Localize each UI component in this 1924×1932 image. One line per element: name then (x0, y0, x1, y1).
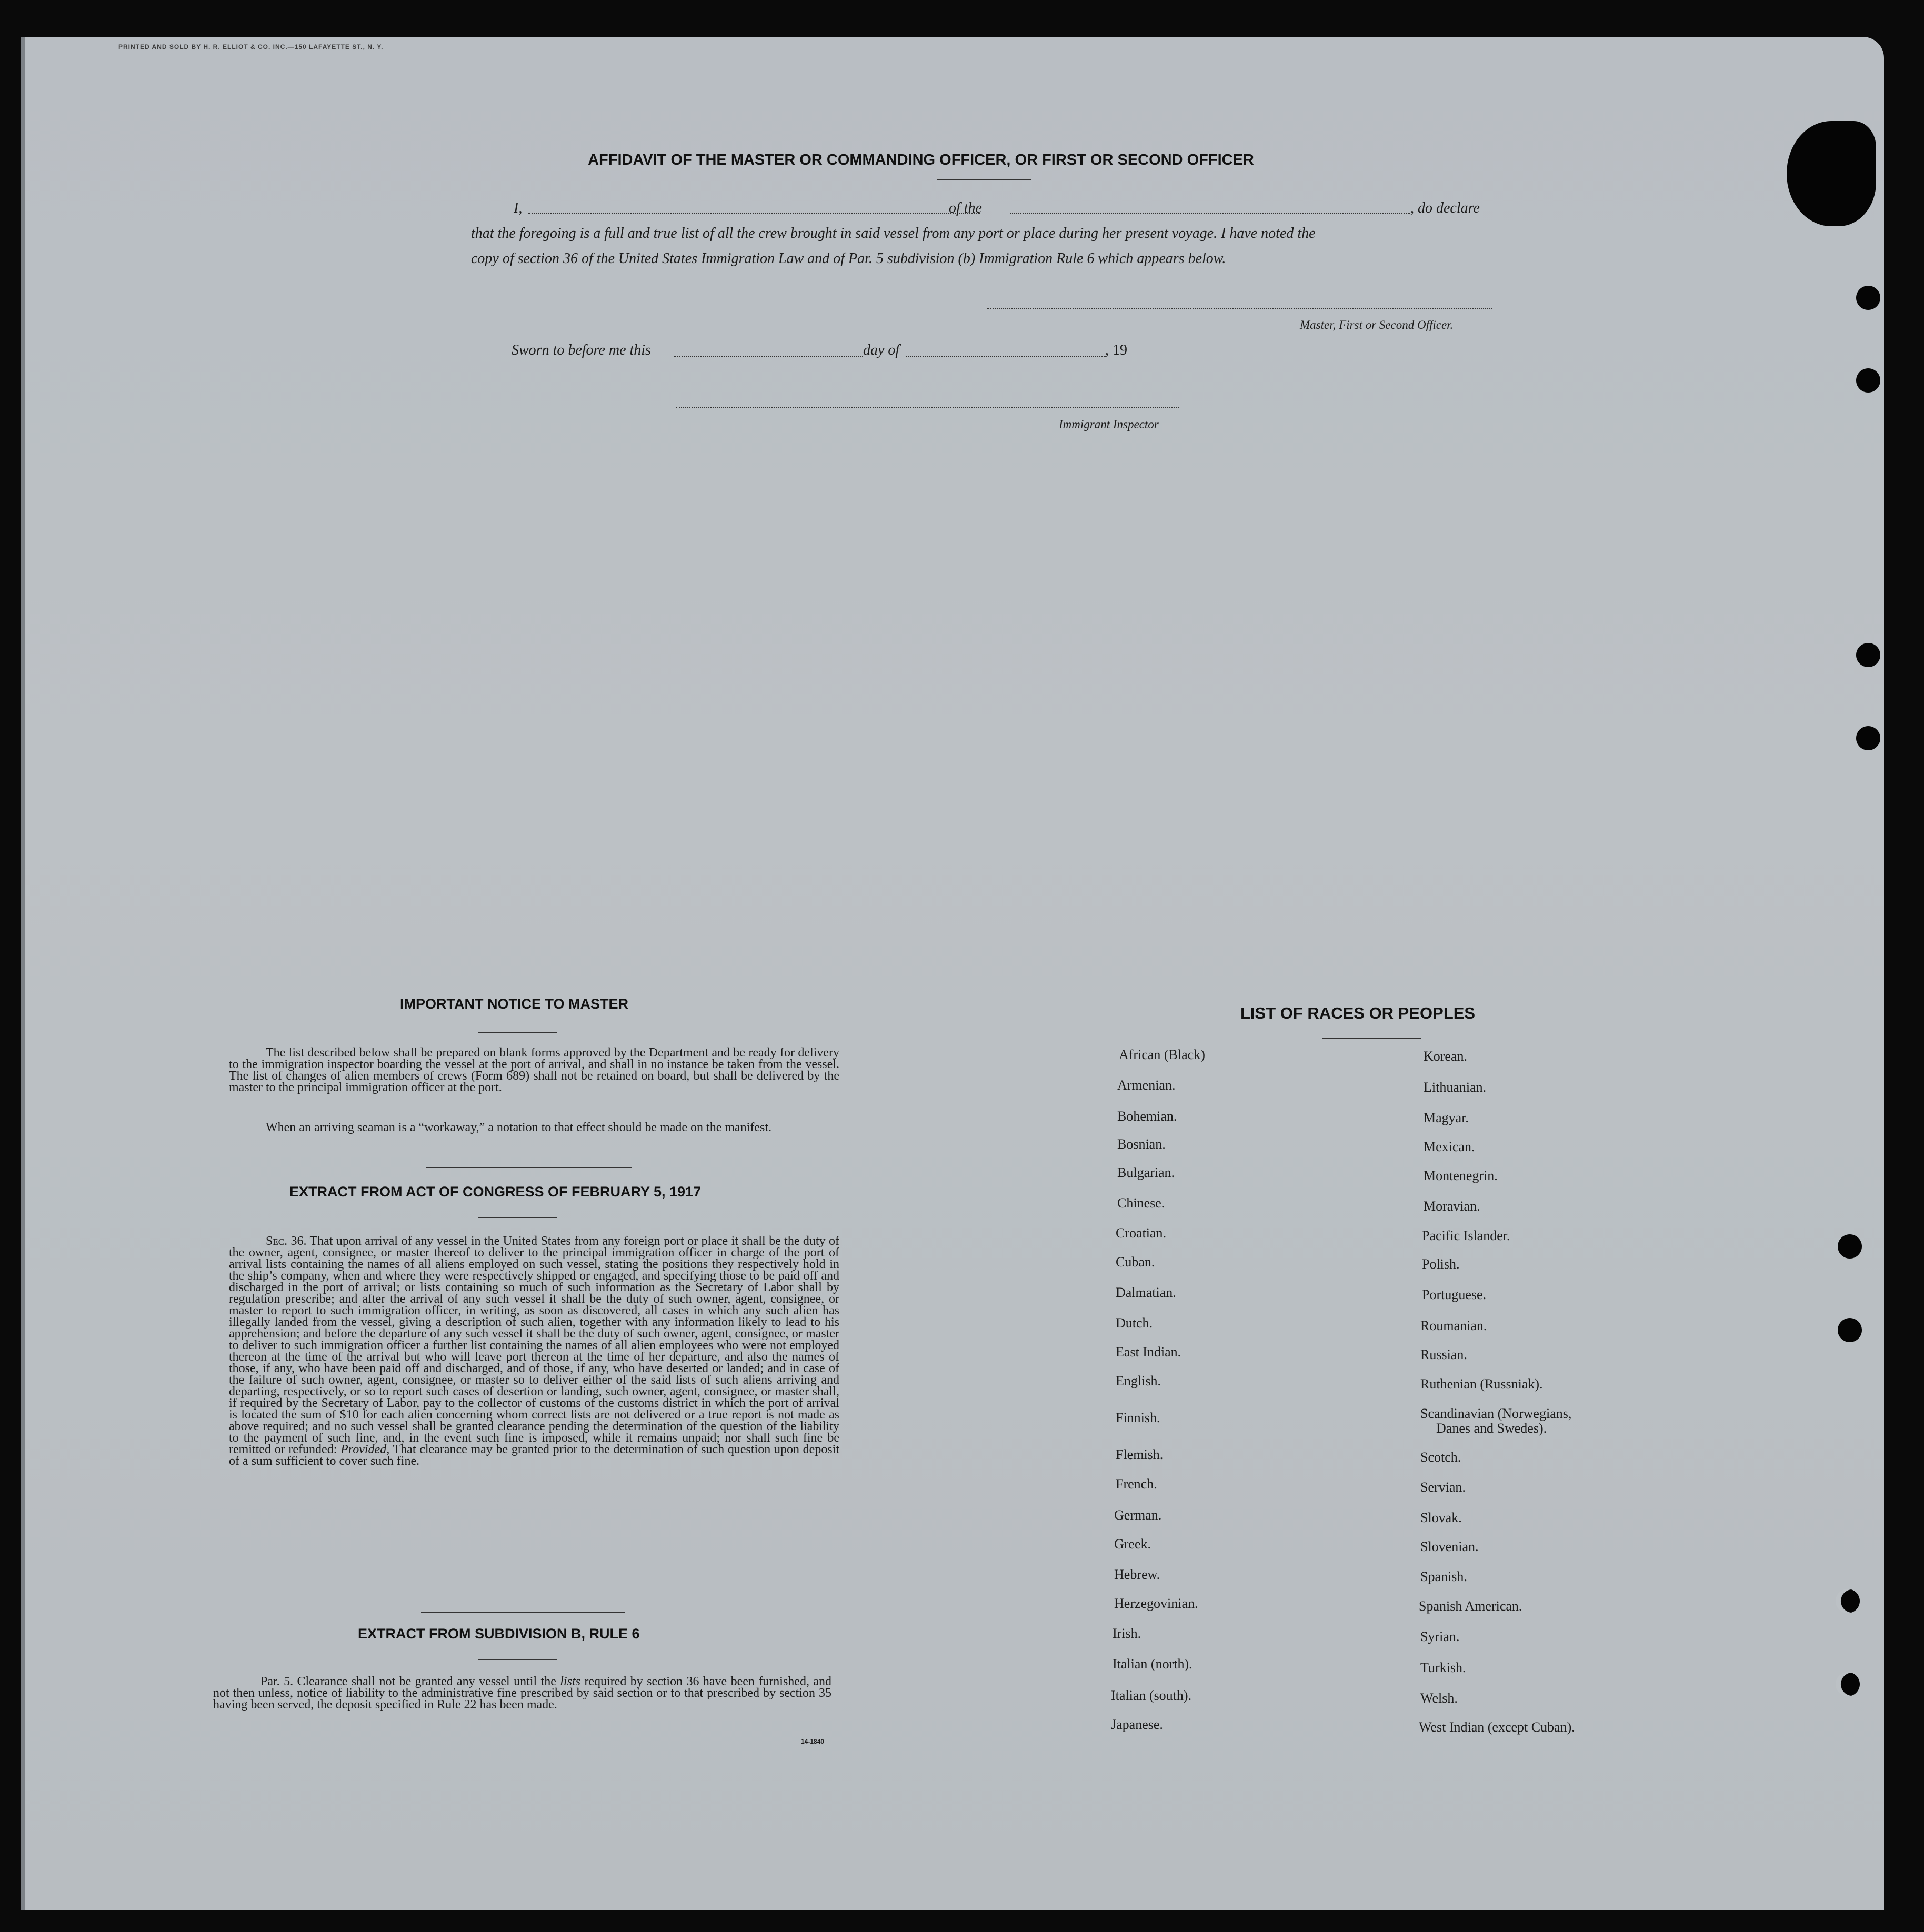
race-left-item: Greek. (1114, 1536, 1151, 1552)
affidavit-line-2: that the foregoing is a full and true list of all the crew brought in said vessel from any port or place during her present voyage. I have noted the (471, 225, 1316, 242)
punch-hole (1856, 368, 1880, 393)
affidavit-i-label: I, (514, 200, 523, 216)
race-right-item: Mexican. (1424, 1139, 1475, 1154)
race-right-item: Spanish American. (1419, 1598, 1522, 1614)
notice-paragraph-2-text: When an arriving seaman is a “workaway,” a notation to that effect should be made on the manifest. (266, 1121, 771, 1134)
punch-hole (1856, 726, 1880, 750)
notice-title: IMPORTANT NOTICE TO MASTER (400, 996, 628, 1012)
page-edge-shadow (21, 37, 25, 1910)
race-left-item: Bohemian. (1117, 1109, 1177, 1124)
punch-hole (1838, 1318, 1862, 1342)
race-left-item: Armenian. (1117, 1078, 1176, 1093)
affidavit-line-3: copy of section 36 of the United States Immigration Law and of Par. 5 subdivision (b) Immigration Rule 6 which appears below. (471, 250, 1226, 267)
notice-paragraph-1 (229, 1047, 839, 1093)
race-left-item: Italian (south). (1111, 1688, 1192, 1703)
race-right-item: Slovenian. (1420, 1539, 1479, 1554)
notice-divider (478, 1032, 557, 1033)
inspector-label: Immigrant Inspector (1059, 418, 1159, 431)
rule-lists-word: lists (560, 1675, 580, 1688)
rule-extract-body (213, 1676, 831, 1710)
race-right-item: Polish. (1422, 1256, 1460, 1272)
race-right-item: Scotch. (1420, 1450, 1461, 1465)
sworn-day-field[interactable] (674, 356, 863, 357)
act-extract-title: EXTRACT FROM ACT OF CONGRESS OF FEBRUARY 5, 1917 (289, 1184, 702, 1200)
affidavit-title: AFFIDAVIT OF THE MASTER OR COMMANDING OFFICER, OR FIRST OR SECOND OFFICER (588, 152, 1254, 168)
act-section-label: Sec. 36. (266, 1234, 307, 1248)
races-divider (1322, 1038, 1421, 1039)
punch-hole (1856, 286, 1880, 310)
act-section-text-end: That clearance may be granted prior to the determination of such question upon deposit of a sum sufficient to cover such fine. (229, 1443, 840, 1468)
race-left-item: Croatian. (1116, 1225, 1167, 1241)
race-right-item: Portuguese. (1422, 1287, 1487, 1302)
race-left-item: Cuban. (1116, 1254, 1155, 1270)
act-divider (478, 1217, 557, 1218)
vessel-name-field[interactable] (1010, 213, 1410, 214)
race-right-item: Moravian. (1424, 1199, 1480, 1214)
act-section-text: That upon arrival of any vessel in the United States from any foreign port or place it shall be the duty of the owner, agent, consignee, or master thereof to deliver to the principal immigration officer in charge of the port of arrival lists containing the names of all aliens employed on such vessel, stating the positions they respectively hold in the ship’s company, when and where they were respectively shipped or engaged, and specifying those to be paid off and discharged in the port of arrival; or lists containing so much of such information as the Secretary of Labor shall by regulation prescribe; and after the arrival of any such vessel it shall be the duty of such owner, agent, consignee, or master to report to such immigration officer, in writing, as soon as discovered, all cases in which any such alien has illegally landed from the vessel, giving a description of such alien, together with any information likely to lead to his apprehension; and before the departure of any such vessel it shall be the duty of such owner, agent, consignee, or master to deliver to such immigration officer a further list containing the names of all alien employees who were not employed thereon at the time of the arrival but who will leave port thereon at the time of her departure, and also the names of those, if any, who have been paid off and discharged, and of those, if any, who have deserted or landed; and in case of the failure of such owner, agent, consignee, or master so to deliver either of the said lists of such aliens arriving and departing, respectively, or so to report such cases of desertion or landing, such owner, agent, consignee, or master shall, if required by the Secretary of Labor, pay to the collector of customs of the customs district in which the port of arrival is located the sum of $10 for each alien concerning whom correct lists are not delivered or a true report is not made as above required; and no such vessel shall be granted clearance pending the determination of the question of the liability to the payment of such fine, and, in the event such fine is imposed, while it remains unpaid; nor shall such fine be remitted or refunded: (229, 1234, 839, 1456)
race-right-item: Welsh. (1420, 1690, 1458, 1706)
race-right-item: Slovak. (1420, 1510, 1462, 1525)
notice-paragraph-1-text: The list described below shall be prepared on blank forms approved by the Department and be ready for delivery to the immigration inspector boarding the vessel at the port of arrival, and shall in no instance be taken from the vessel. The list of changes of alien members of crews (Form 689) shall not be retained on board, but shall be delivered by the master to the principal immigration officer at the port. (229, 1046, 839, 1094)
race-left-item: English. (1116, 1373, 1161, 1388)
race-right-item: Servian. (1420, 1480, 1466, 1495)
races-title: LIST OF RACES OR PEOPLES (1240, 1004, 1476, 1022)
torn-corner (1787, 121, 1876, 226)
sworn-day-of-label: day of (863, 342, 900, 358)
race-left-item: Herzegovinian. (1114, 1596, 1198, 1611)
sworn-month-field[interactable] (906, 356, 1106, 357)
race-right-item: Montenegrin. (1424, 1168, 1498, 1183)
race-left-item: Hebrew. (1114, 1567, 1160, 1582)
master-signature-label: Master, First or Second Officer. (1300, 318, 1454, 331)
sworn-year-label: , 19 (1105, 342, 1127, 358)
race-left-item: Bosnian. (1117, 1136, 1166, 1152)
sworn-label: Sworn to before me this (512, 342, 651, 358)
race-right-item: Danes and Swedes). (1436, 1421, 1547, 1436)
race-right-item: Korean. (1424, 1049, 1468, 1064)
rule-text-b: required by section 36 have been furnished, and not then unless, notice of liability to the administrative fine prescribed by said section or to that prescribed by section 35 having been served, the deposit specified in Rule 22 has been made. (213, 1675, 832, 1712)
rule-text-a: Par. 5. Clearance shall not be granted any vessel until the (260, 1675, 556, 1688)
race-left-item: Japanese. (1111, 1717, 1163, 1732)
punch-hole (1836, 1589, 1860, 1613)
affidavit-of-the-label: of the (949, 200, 982, 216)
race-right-item: Syrian. (1420, 1629, 1460, 1644)
inspector-signature-field[interactable] (676, 407, 1179, 408)
form-sheet (21, 37, 1884, 1910)
printer-imprint: PRINTED AND SOLD BY H. R. ELLIOT & CO. INC.—150 LAFAYETTE ST., N. Y. (118, 43, 384, 51)
race-right-item: Magyar. (1424, 1110, 1469, 1125)
race-right-item: Russian. (1420, 1347, 1467, 1362)
rule-extract-title: EXTRACT FROM SUBDIVISION B, RULE 6 (358, 1626, 640, 1642)
punch-hole (1838, 1234, 1862, 1259)
section-divider (421, 1612, 625, 1613)
race-right-item: West Indian (except Cuban). (1419, 1719, 1575, 1735)
master-signature-field[interactable] (987, 308, 1492, 309)
section-divider (426, 1167, 632, 1168)
race-left-item: Italian (north). (1113, 1656, 1193, 1672)
race-left-item: Bulgarian. (1117, 1165, 1175, 1180)
race-right-item: Spanish. (1420, 1569, 1467, 1584)
race-right-item: Roumanian. (1420, 1318, 1487, 1333)
act-provided-word: Provided, (340, 1443, 390, 1456)
race-left-item: Chinese. (1117, 1195, 1165, 1211)
race-left-item: African (Black) (1119, 1047, 1205, 1062)
race-left-item: French. (1116, 1476, 1157, 1492)
race-left-item: East Indian. (1116, 1344, 1181, 1360)
race-left-item: German. (1114, 1507, 1162, 1523)
act-extract-body (229, 1235, 839, 1467)
race-left-item: Dutch. (1116, 1315, 1153, 1331)
affidavit-declare-label: , do declare (1410, 200, 1480, 216)
race-left-item: Flemish. (1116, 1447, 1164, 1462)
punch-hole (1836, 1672, 1860, 1696)
race-right-item: Pacific Islander. (1422, 1228, 1510, 1243)
race-right-item: Scandinavian (Norwegians, (1420, 1406, 1572, 1421)
declarant-name-field[interactable] (528, 213, 980, 214)
title-divider (937, 179, 1031, 180)
race-left-item: Finnish. (1116, 1410, 1160, 1425)
race-left-item: Irish. (1113, 1626, 1141, 1641)
race-right-item: Turkish. (1420, 1660, 1466, 1675)
rule-divider (478, 1659, 557, 1660)
form-number: 14-1840 (801, 1738, 825, 1745)
punch-hole (1856, 643, 1880, 667)
race-right-item: Ruthenian (Russniak). (1420, 1376, 1543, 1392)
race-left-item: Dalmatian. (1116, 1285, 1176, 1300)
race-right-item: Lithuanian. (1424, 1080, 1487, 1095)
notice-paragraph-2 (229, 1122, 839, 1133)
